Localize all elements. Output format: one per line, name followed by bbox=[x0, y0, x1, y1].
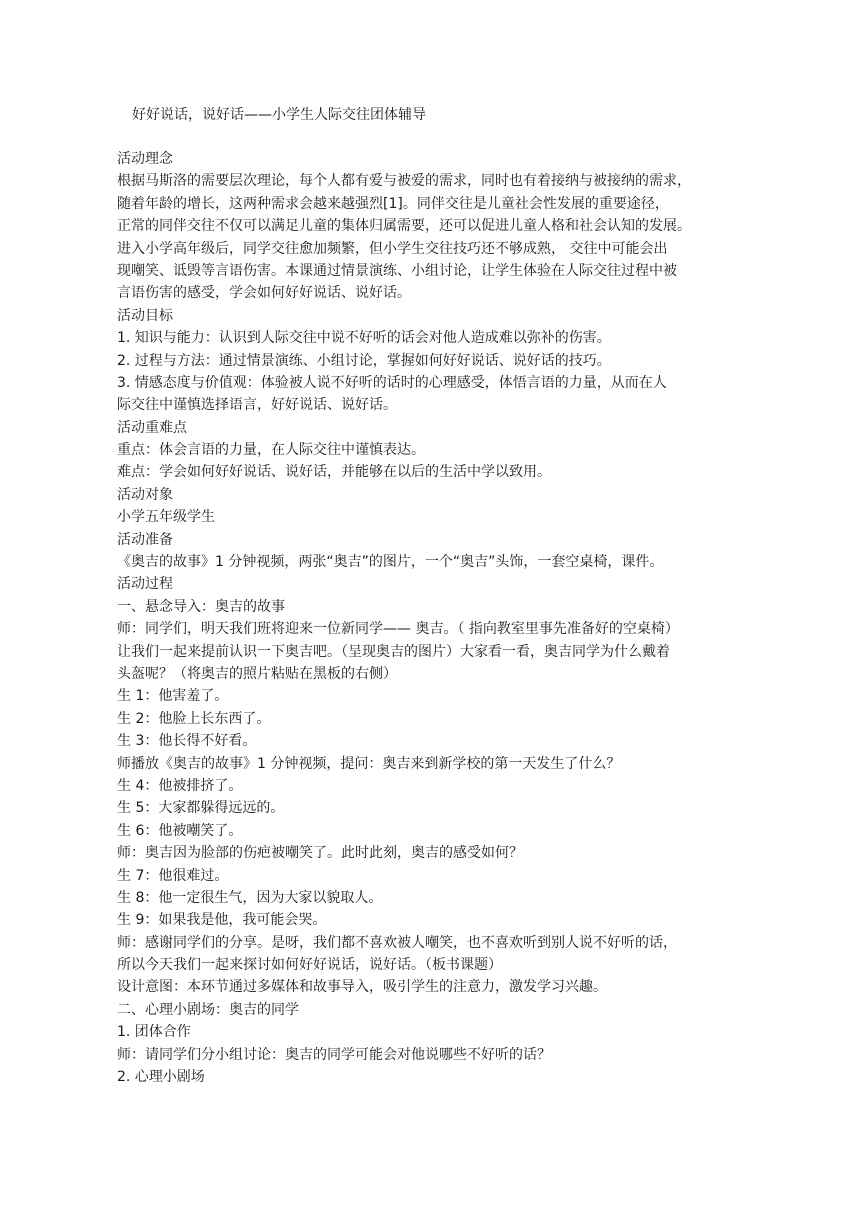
text-line: 师：请同学们分小组讨论：奥吉的同学可能会对他说哪些不好听的话？ bbox=[117, 1046, 551, 1063]
text-line: 生 7：他很难过。 bbox=[117, 867, 229, 884]
text-line: 生 2：他脸上长东西了。 bbox=[117, 710, 271, 727]
text-line: 活动过程 bbox=[117, 576, 173, 593]
text-line: 活动准备 bbox=[117, 531, 173, 548]
text-line: 2. 过程与方法：通过情景演练、小组讨论，掌握如何好好说话、说好话的技巧。 bbox=[117, 352, 611, 369]
text-line: 活动重难点 bbox=[117, 419, 187, 436]
text-line: 生 6：他被嘲笑了。 bbox=[117, 822, 243, 839]
text-line: 让我们一起来提前认识一下奥吉吧。（呈现奥吉的图片）大家看一看，奥吉同学为什么戴着 bbox=[117, 643, 670, 660]
text-line: 正常的同伴交往不仅可以满足儿童的集体归属需要，还可以促进儿童人格和社会认知的发展。 bbox=[117, 218, 691, 235]
text-line: 所以今天我们一起来探讨如何好好说话，说好话。（板书课题） bbox=[117, 957, 502, 974]
text-line: 生 3：他长得不好看。 bbox=[117, 733, 257, 750]
text-line: 生 4：他被排挤了。 bbox=[117, 777, 243, 794]
text-line: 生 8：他一定很生气，因为大家以貌取人。 bbox=[117, 889, 383, 906]
text-line: 活动理念 bbox=[117, 151, 173, 167]
text-line: 1. 知识与能力：认识到人际交往中说不好听的话会对他人造成难以弥补的伤害。 bbox=[117, 330, 611, 347]
text-line: 师：奥吉因为脸部的伤疤被嘲笑了。此时此刻，奥吉的感受如何？ bbox=[117, 845, 523, 862]
text-line: 生 9：如果我是他，我可能会哭。 bbox=[117, 912, 327, 929]
document-title: 好好说话，说好话——小学生人际交往团体辅导 bbox=[132, 107, 426, 123]
text-line: 根据马斯洛的需要层次理论，每个人都有爱与被爱的需求，同时也有着接纳与被接纳的需求， bbox=[117, 173, 691, 190]
text-line: 一、悬念导入：奥吉的故事 bbox=[117, 598, 285, 615]
text-line: 设计意图：本环节通过多媒体和故事导入，吸引学生的注意力，激发学习兴趣。 bbox=[117, 979, 607, 996]
text-line: 难点：学会如何好好说话、说好话，并能够在以后的生活中学以致用。 bbox=[117, 464, 551, 481]
text-line: 生 1：他害羞了。 bbox=[117, 688, 229, 705]
text-line: 二、心理小剧场：奥吉的同学 bbox=[117, 1001, 299, 1018]
text-line: 活动对象 bbox=[117, 486, 173, 503]
text-line: 3. 情感态度与价值观：体验被人说不好听的话时的心理感受，体悟言语的力量，从而在人 bbox=[117, 374, 667, 391]
text-line: 师：同学们，明天我们班将迎来一位新同学—— 奥吉。（ 指向教室里事先准备好的空桌椅） bbox=[117, 621, 679, 638]
document-body bbox=[117, 148, 745, 1088]
text-line: 生 5：大家都躲得远远的。 bbox=[117, 800, 285, 817]
text-line: 进入小学高年级后，同学交往愈加频繁，但小学生交往技巧还不够成熟， 交往中可能会出 bbox=[117, 240, 668, 257]
text-line: 随着年龄的增长，这两种需求会越来越强烈[1]。同伴交往是儿童社会性发展的重要途径， bbox=[117, 195, 669, 212]
text-line: 言语伤害的感受，学会如何好好说话、说好话。 bbox=[117, 285, 411, 302]
text-line: 2. 心理小剧场 bbox=[117, 1069, 205, 1086]
text-line: 师：感谢同学们的分享。是呀，我们都不喜欢被人嘲笑，也不喜欢听到别人说不好听的话， bbox=[117, 934, 677, 951]
text-line: 头盔呢？（将奥吉的照片粘贴在黑板的右侧） bbox=[117, 665, 397, 682]
text-line: 小学五年级学生 bbox=[117, 509, 215, 526]
text-line: 活动目标 bbox=[117, 307, 173, 324]
text-line: 师播放《奥吉的故事》1 分钟视频，提问：奥吉来到新学校的第一天发生了什么？ bbox=[117, 755, 621, 772]
text-line: 际交往中谨慎选择语言，好好说话、说好话。 bbox=[117, 397, 397, 414]
text-line: 现嘲笑、诋毁等言语伤害。本课通过情景演练、小组讨论，让学生体验在人际交往过程中被 bbox=[117, 262, 677, 279]
text-line: 《奥吉的故事》1 分钟视频，两张“奥吉”的图片，一个“奥吉”头饰，一套空桌椅，课件。 bbox=[117, 554, 664, 571]
text-line: 重点：体会言语的力量，在人际交往中谨慎表达。 bbox=[117, 442, 425, 459]
text-line: 1. 团体合作 bbox=[117, 1024, 191, 1041]
